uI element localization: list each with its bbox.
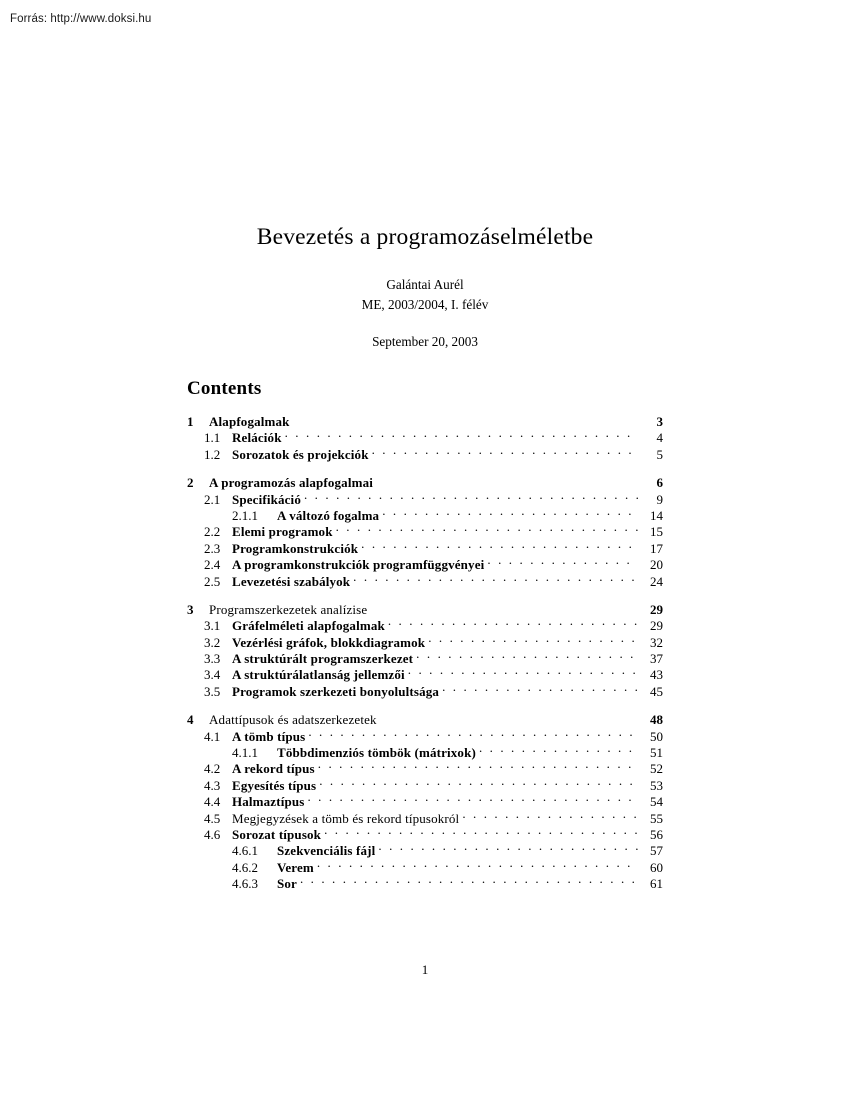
toc-entry[interactable] — [187, 683, 663, 699]
toc-entry-title: Megjegyzések a tömb és rekord típusokról — [232, 810, 460, 826]
toc-entry-number: 3.5 — [204, 683, 221, 699]
toc-entry[interactable] — [187, 666, 663, 682]
toc-entry-title: A struktúrált programszerkezet — [232, 651, 414, 667]
toc-entry-page-number: 53 — [650, 777, 663, 793]
toc-entry[interactable] — [187, 556, 663, 572]
toc-dot-leader — [285, 429, 638, 442]
toc-entry-number: 2.3 — [204, 540, 221, 556]
toc-entry-page-number: 20 — [650, 557, 663, 573]
toc-entry-title: Egyesítés típus — [232, 777, 317, 793]
toc-entry-title: Sor — [277, 876, 297, 892]
toc-entry-title: A programozás alapfogalmai — [209, 475, 373, 491]
title-block — [0, 222, 850, 351]
toc-entry-title: Vezérlési gráfok, blokkdiagramok — [232, 634, 426, 650]
toc-entry-number: 1 — [187, 414, 194, 429]
toc-entry[interactable] — [187, 491, 663, 507]
toc-dot-leader — [324, 826, 638, 839]
toc-dot-leader — [318, 760, 638, 773]
toc-dot-leader — [300, 875, 638, 888]
toc-entry-page-number: 24 — [650, 573, 663, 589]
toc-entry-number: 4.6.1 — [232, 843, 258, 859]
toc-entry-page-number: 43 — [650, 667, 663, 683]
toc-dot-leader — [319, 777, 638, 790]
toc-entry[interactable] — [187, 810, 663, 826]
toc-entry-number: 1.1 — [204, 430, 221, 446]
toc-dot-leader — [388, 617, 638, 630]
toc-entry-title: A rekord típus — [232, 761, 315, 777]
toc-entry-number: 2.4 — [204, 557, 221, 573]
toc-entry-title: Programkonstrukciók — [232, 540, 359, 556]
document-date: September 20, 2003 — [372, 334, 478, 349]
toc-entry[interactable] — [187, 573, 663, 589]
toc-entry-number: 2.1.1 — [232, 507, 258, 523]
toc-entry[interactable] — [187, 650, 663, 666]
toc-entry[interactable] — [187, 540, 663, 556]
toc-entry[interactable] — [187, 413, 663, 429]
toc-entry-title: Elemi programok — [232, 524, 333, 540]
toc-entry-title: A struktúrálatlanság jellemzői — [232, 667, 405, 683]
toc-entry-number: 2.1 — [204, 491, 221, 507]
toc-dot-leader — [376, 474, 638, 487]
toc-entry-page-number: 37 — [650, 651, 663, 667]
toc-entry-title: A változó fogalma — [277, 507, 380, 523]
toc-entry[interactable] — [187, 777, 663, 793]
toc-entry-title: Relációk — [232, 430, 282, 446]
toc-dot-leader — [304, 491, 638, 504]
toc-entry[interactable] — [187, 429, 663, 445]
toc-entry[interactable] — [187, 875, 663, 891]
toc-entry-title: Sorozatok és projekciók — [232, 446, 369, 462]
toc-entry[interactable] — [187, 728, 663, 744]
toc-entry[interactable] — [187, 601, 663, 617]
toc-dot-leader — [336, 523, 638, 536]
toc-dot-leader — [293, 413, 638, 426]
toc-entry[interactable] — [187, 744, 663, 760]
toc-entry-number: 2 — [187, 475, 194, 491]
toc-entry-title: Halmaztípus — [232, 794, 305, 810]
toc-dot-leader — [378, 842, 638, 855]
toc-dot-leader — [479, 744, 638, 757]
toc-dot-leader — [462, 810, 638, 823]
toc-dot-leader — [307, 793, 638, 806]
toc-entry-number: 4.2 — [204, 761, 221, 777]
toc-entry-page-number: 56 — [650, 826, 663, 842]
toc-entry-page-number: 57 — [650, 843, 663, 859]
toc-entry-page-number: 48 — [650, 712, 663, 728]
toc-entry[interactable] — [187, 826, 663, 842]
toc-entry-number: 4.3 — [204, 777, 221, 793]
toc-entry-title: Specifikáció — [232, 491, 301, 507]
table-of-contents — [187, 413, 663, 892]
toc-entry-number: 2.5 — [204, 573, 221, 589]
toc-entry-number: 4.6 — [204, 826, 221, 842]
toc-entry-page-number: 55 — [650, 810, 663, 826]
toc-entry-page-number: 61 — [650, 876, 663, 892]
toc-entry-page-number: 45 — [650, 683, 663, 699]
source-watermark: Forrás: http://www.doksi.hu — [10, 13, 152, 25]
toc-entry-page-number: 4 — [656, 430, 663, 446]
toc-entry[interactable] — [187, 634, 663, 650]
toc-entry-number: 3 — [187, 601, 194, 617]
toc-entry[interactable] — [187, 760, 663, 776]
toc-entry-title: Programok szerkezeti bonyolultsága — [232, 683, 440, 699]
toc-entry[interactable] — [187, 711, 663, 727]
toc-entry-number: 2.2 — [204, 524, 221, 540]
toc-entry-page-number: 50 — [650, 728, 663, 744]
toc-entry[interactable] — [187, 446, 663, 462]
toc-entry-page-number: 60 — [650, 859, 663, 875]
toc-entry-number: 4.1 — [204, 728, 221, 744]
footer-page-number: 1 — [421, 962, 429, 977]
toc-dot-leader — [416, 650, 638, 663]
toc-entry-number: 4.6.2 — [232, 859, 258, 875]
toc-entry-page-number: 17 — [650, 540, 663, 556]
toc-dot-leader — [370, 601, 638, 614]
toc-entry-title: Levezetési szabályok — [232, 573, 351, 589]
toc-entry-page-number: 29 — [650, 618, 663, 634]
author-name: Galántai Aurél — [386, 277, 464, 292]
toc-entry-number: 4.1.1 — [232, 745, 258, 761]
toc-entry-page-number: 15 — [650, 524, 663, 540]
toc-entry-title: Adattípusok és adatszerkezetek — [209, 712, 377, 728]
toc-entry-number: 3.1 — [204, 618, 221, 634]
toc-dot-leader — [317, 859, 638, 872]
toc-dot-leader — [353, 573, 638, 586]
toc-entry-title: A programkonstrukciók programfüggvényei — [232, 557, 485, 573]
toc-entry-number: 3.2 — [204, 634, 221, 650]
toc-dot-leader — [308, 728, 638, 741]
toc-dot-leader — [408, 666, 638, 679]
toc-entry[interactable] — [187, 617, 663, 633]
toc-entry-page-number: 54 — [650, 794, 663, 810]
toc-entry-page-number: 5 — [656, 446, 663, 462]
toc-dot-leader — [372, 446, 638, 459]
toc-entry-title: Alapfogalmak — [209, 414, 290, 429]
toc-dot-leader — [428, 634, 638, 647]
toc-entry-page-number: 51 — [650, 745, 663, 761]
toc-entry-page-number: 6 — [656, 475, 663, 491]
toc-entry[interactable] — [187, 474, 663, 490]
toc-entry-page-number: 52 — [650, 761, 663, 777]
toc-entry-number: 4 — [187, 712, 194, 728]
toc-dot-leader — [361, 540, 638, 553]
author-affiliation: ME, 2003/2004, I. félév — [361, 296, 489, 312]
toc-entry-title: Gráfelméleti alapfogalmak — [232, 618, 385, 634]
toc-entry-title: Verem — [277, 859, 314, 875]
contents-heading: Contents — [187, 378, 262, 399]
toc-entry-title: Többdimenziós tömbök (mátrixok) — [277, 745, 476, 761]
toc-entry[interactable] — [187, 793, 663, 809]
toc-entry-title: Sorozat típusok — [232, 826, 322, 842]
toc-entry-number: 3.4 — [204, 667, 221, 683]
toc-entry-page-number: 32 — [650, 634, 663, 650]
author-block — [0, 275, 850, 314]
toc-entry[interactable] — [187, 507, 663, 523]
toc-entry-title: Programszerkezetek analízise — [209, 601, 368, 617]
toc-entry-number: 4.4 — [204, 794, 221, 810]
toc-dot-leader — [442, 683, 638, 696]
toc-entry-page-number: 29 — [650, 601, 663, 617]
document-title: Bevezetés a programozáselméletbe — [256, 224, 594, 250]
toc-entry-page-number: 3 — [656, 414, 663, 429]
toc-entry[interactable] — [187, 523, 663, 539]
toc-entry-number: 1.2 — [204, 446, 221, 462]
toc-entry[interactable] — [187, 842, 663, 858]
toc-entry-page-number: 9 — [656, 491, 663, 507]
toc-entry-page-number: 14 — [650, 507, 663, 523]
toc-entry-number: 4.6.3 — [232, 876, 258, 892]
toc-entry-title: Szekvenciális fájl — [277, 843, 376, 859]
toc-entry-number: 3.3 — [204, 651, 221, 667]
toc-entry-title: A tömb típus — [232, 728, 306, 744]
toc-entry-number: 4.5 — [204, 810, 221, 826]
toc-entry[interactable] — [187, 859, 663, 875]
toc-dot-leader — [380, 711, 638, 724]
toc-dot-leader — [382, 507, 638, 520]
toc-dot-leader — [487, 556, 638, 569]
